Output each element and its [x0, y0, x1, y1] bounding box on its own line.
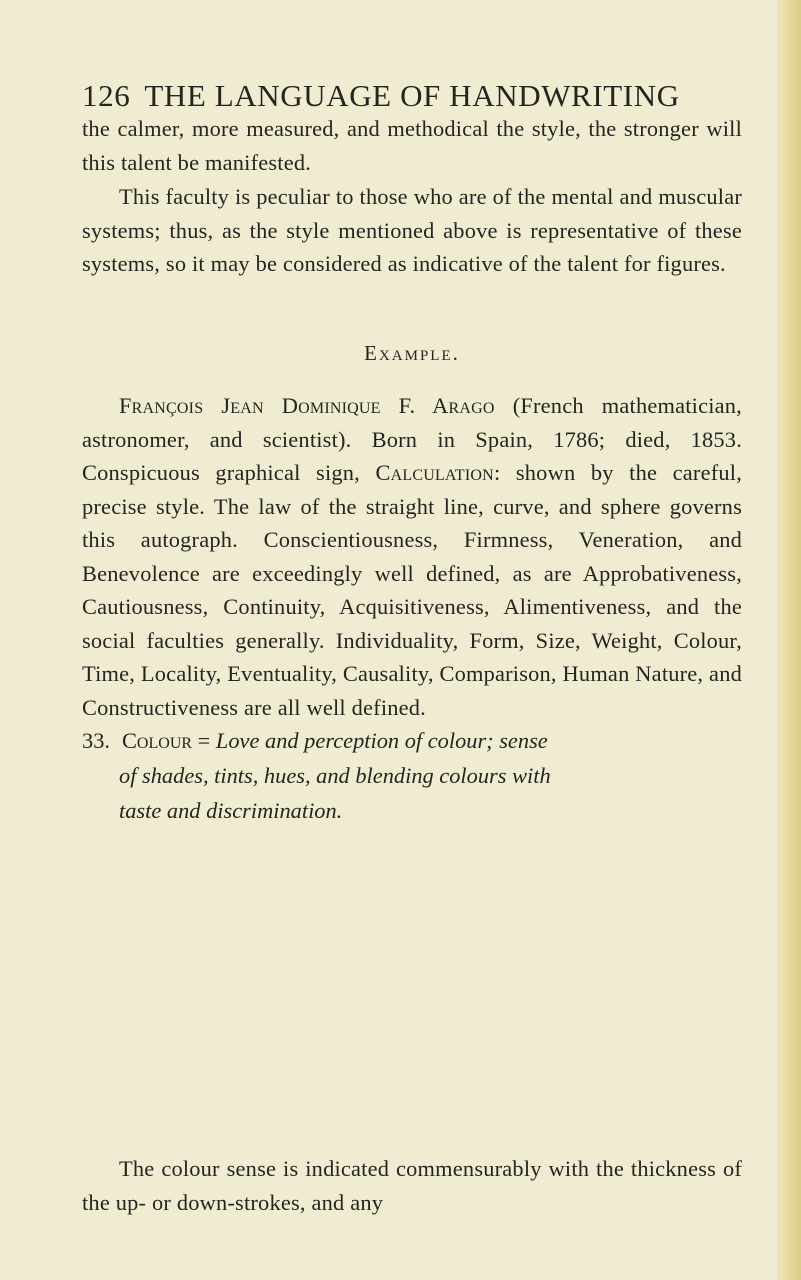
- paragraph-continuation: the calmer, more measured, and methodical the style, the stronger will this talent be manifested.: [82, 116, 742, 175]
- entry-definition-line-2: of shades, tints, hues, and blending colours with: [119, 763, 551, 788]
- entry-number: 33.: [82, 728, 110, 753]
- paragraph-faculty: This faculty is peculiar to those who are of the mental and muscular systems; thus, as the style mentioned above is representative of these systems, so it may be considered as indicative of the talent for figures.: [82, 184, 742, 276]
- example-person-name: François Jean Dominique F. Arago: [119, 393, 495, 418]
- entry-definition-line-3: taste and discrimination.: [119, 798, 343, 823]
- example-text-part-1: (French mathematician, astronomer, and scientist). Born in Spain, 1786; died, 1853. Conspicuous graphical sign,: [82, 393, 742, 485]
- example-text-part-2: : shown by the careful, precise style. The law of the straight line, curve, and sphere governs this autograph. Conscientiousness, Firmness, Veneration, and Benevolence are exceedingly well defined, as are Approbativeness, Cautiousness, Continuity, Acquisitiveness, Alimentiveness, and the social faculties generally. Individuality, Form, Size, Weight, Colour, Time, Locality, Eventuality, Causality, Comparison, Human Nature, and Constructiveness are all well defined.: [82, 460, 742, 720]
- page-edge: [777, 0, 801, 1280]
- example-heading-label: Example.: [364, 341, 460, 365]
- paragraph-example: [82, 389, 742, 724]
- example-heading: [82, 341, 742, 366]
- entry-definition-line-1: Love and perception of colour; sense: [215, 728, 548, 753]
- paragraph-colour-sense: The colour sense is indicated commensurably with the thickness of the up- or down-strokes, and any: [82, 1156, 742, 1215]
- page-number: 126: [82, 78, 131, 113]
- faculty-entry: [82, 723, 742, 828]
- entry-term: Colour: [122, 728, 193, 753]
- running-header: [82, 78, 752, 114]
- running-title: THE LANGUAGE OF HANDWRITING: [144, 78, 680, 113]
- graphical-sign: Calculation: [375, 460, 494, 485]
- entry-equals: =: [192, 728, 216, 753]
